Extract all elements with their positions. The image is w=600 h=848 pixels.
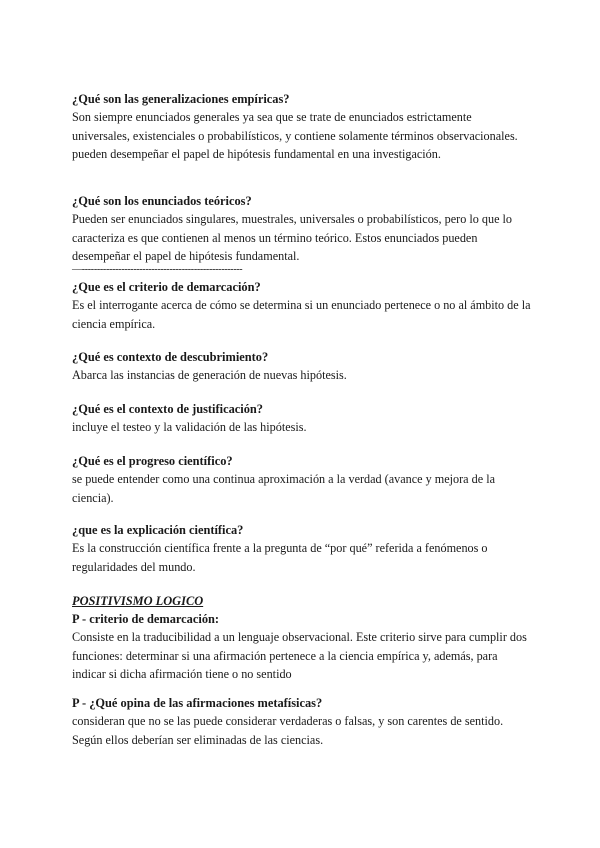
answer-text: Consiste en la traducibilidad a un lenguaje observacional. Este criterio sirve para cumplir dos funciones: determinar si una afirmación pertenece a la ciencia empírica y, además, para indicar si dicha afirmación tiene o no sentido [72, 630, 527, 682]
answer-text: Pueden ser enunciados singulares, muestrales, universales o probabilísticos, pero lo que lo caracteriza es que contienen al menos un término teórico. Estos enunciados pueden desempeñar el papel de hipótesis fundamental. [72, 212, 512, 264]
question-heading: ¿Qué son los enunciados teóricos? [72, 194, 252, 208]
qa-block [72, 348, 532, 385]
answer-text: consideran que no se las puede considerar verdaderas o falsas, y son carentes de sentido. Según ellos deberían ser eliminadas de las ciencias. [72, 714, 504, 747]
question-heading: ¿Qué es contexto de descubrimiento? [72, 350, 269, 364]
answer-text: Son siempre enunciados generales ya sea que se trate de enunciados estrictamente universales, existenciales o probabilísticos, y contiene solamente términos observacionales. pueden desempeñar el papel de hipótesis fundamental en una investigación. [72, 110, 518, 162]
question-heading: ¿que es la explicación científica? [72, 523, 244, 537]
section-title: POSITIVISMO LOGICO [72, 594, 204, 608]
qa-block [72, 90, 532, 164]
answer-text: incluye el testeo y la validación de las hipótesis. [72, 420, 307, 434]
answer-text: se puede entender como una continua aproximación a la verdad (avance y mejora de la ciencia). [72, 472, 495, 505]
qa-block [72, 521, 532, 576]
answer-text: Es el interrogante acerca de cómo se determina si un enunciado pertenece o no al ámbito de la ciencia empírica. [72, 298, 531, 331]
question-heading: P - criterio de demarcación: [72, 612, 220, 626]
question-heading: P - ¿Qué opina de las afirmaciones metafísicas? [72, 696, 323, 710]
question-heading: ¿Qué es el progreso científico? [72, 454, 233, 468]
qa-block [72, 694, 532, 749]
answer-text: Abarca las instancias de generación de nuevas hipótesis. [72, 368, 347, 382]
answer-text: Es la construcción científica frente a la pregunta de “por qué” referida a fenómenos o regularidades del mundo. [72, 541, 488, 574]
question-heading: ¿Qué son las generalizaciones empíricas? [72, 92, 290, 106]
qa-block [72, 452, 532, 507]
separator-line: —----------------------------------------------------- [72, 264, 243, 275]
qa-block [72, 610, 532, 684]
question-heading: ¿Que es el criterio de demarcación? [72, 280, 261, 294]
qa-block [72, 192, 532, 266]
qa-block [72, 400, 532, 437]
question-heading: ¿Qué es el contexto de justificación? [72, 402, 263, 416]
qa-block [72, 278, 532, 333]
